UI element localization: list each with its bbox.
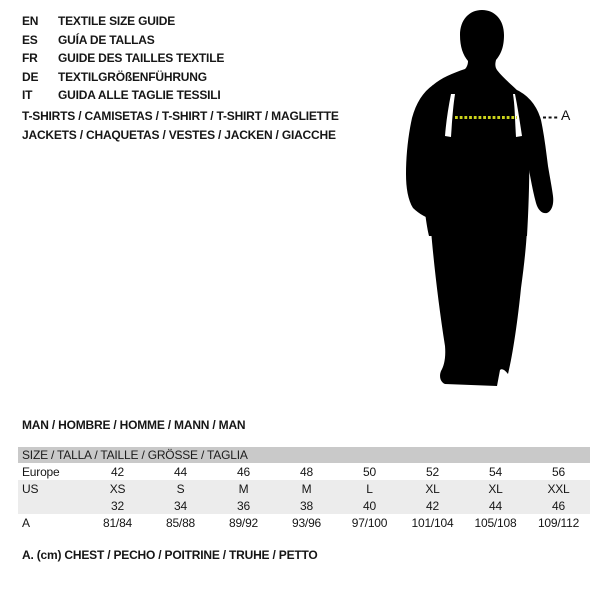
row-label: Europe (22, 464, 60, 479)
size-table-body (18, 463, 590, 531)
size-cell: 42 (111, 464, 124, 479)
category-lines (22, 107, 339, 145)
row-label: A (22, 515, 30, 530)
man-silhouette-figure (405, 8, 565, 390)
language-label: GUIDA ALLE TAGLIE TESSILI (58, 88, 221, 103)
size-cell: 36 (237, 498, 250, 513)
size-cell: 40 (363, 498, 376, 513)
size-cell: 38 (300, 498, 313, 513)
size-cell: M (301, 481, 312, 496)
size-cell: 101/104 (411, 515, 454, 530)
size-cell: 56 (552, 464, 565, 479)
size-table-row (18, 463, 590, 480)
size-cell: 109/112 (537, 515, 580, 530)
size-table-row (18, 514, 590, 531)
size-cell: 105/108 (474, 515, 517, 530)
size-cell: 85/88 (165, 515, 196, 530)
size-cell: 42 (426, 498, 439, 513)
language-code: FR (22, 51, 38, 66)
size-table (18, 447, 590, 531)
size-table-row (18, 497, 590, 514)
size-cell: L (366, 481, 373, 496)
size-cell: 32 (111, 498, 124, 513)
size-cell: 97/100 (351, 515, 388, 530)
language-label: GUIDE DES TAILLES TEXTILE (58, 51, 225, 66)
man-silhouette-icon (405, 8, 565, 390)
footnote: A. (cm) CHEST / PECHO / POITRINE / TRUHE / PETTO (22, 548, 318, 562)
measure-label-a: A (561, 107, 571, 123)
size-cell: 54 (489, 464, 502, 479)
size-cell: M (238, 481, 249, 496)
size-cell: 50 (363, 464, 376, 479)
size-cell: 48 (300, 464, 313, 479)
size-cell: XL (425, 481, 440, 496)
size-cell: S (176, 481, 185, 496)
row-label: US (22, 481, 39, 496)
language-code: EN (22, 14, 39, 28)
silhouette-shapes (406, 10, 553, 386)
size-cell: 93/96 (291, 515, 322, 530)
language-label: TEXTILE SIZE GUIDE (58, 14, 176, 28)
category-line: JACKETS / CHAQUETAS / VESTES / JACKEN / GIACCHE (22, 128, 336, 142)
size-cell: 44 (174, 464, 187, 479)
size-cell: XL (488, 481, 503, 496)
size-table-row (18, 480, 590, 497)
size-cell: XS (109, 481, 126, 496)
size-cell: 34 (174, 498, 187, 513)
category-line: T-SHIRTS / CAMISETAS / T-SHIRT / T-SHIRT / MAGLIETTE (22, 109, 339, 123)
size-table-header: SIZE / TALLA / TAILLE / GRÖSSE / TAGLIA (18, 447, 590, 463)
language-code: DE (22, 69, 39, 84)
language-code: IT (22, 88, 33, 103)
size-cell: 81/84 (102, 515, 133, 530)
section-title: MAN / HOMBRE / HOMME / MANN / MAN (22, 418, 246, 432)
language-row-de (22, 68, 224, 87)
language-label: GUÍA DE TALLAS (58, 32, 155, 47)
language-row-en (22, 12, 224, 31)
size-cell: XXL (547, 481, 570, 496)
language-label: TEXTILGRÖßENFÜHRUNG (58, 69, 207, 84)
size-cell: 52 (426, 464, 439, 479)
language-row-es (22, 31, 224, 50)
size-cell: 44 (489, 498, 502, 513)
language-row-it (22, 86, 224, 105)
size-cell: 89/92 (228, 515, 259, 530)
language-row-fr (22, 49, 224, 68)
size-cell: 46 (552, 498, 565, 513)
language-list (22, 12, 224, 105)
language-code: ES (22, 32, 38, 47)
size-cell: 46 (237, 464, 250, 479)
